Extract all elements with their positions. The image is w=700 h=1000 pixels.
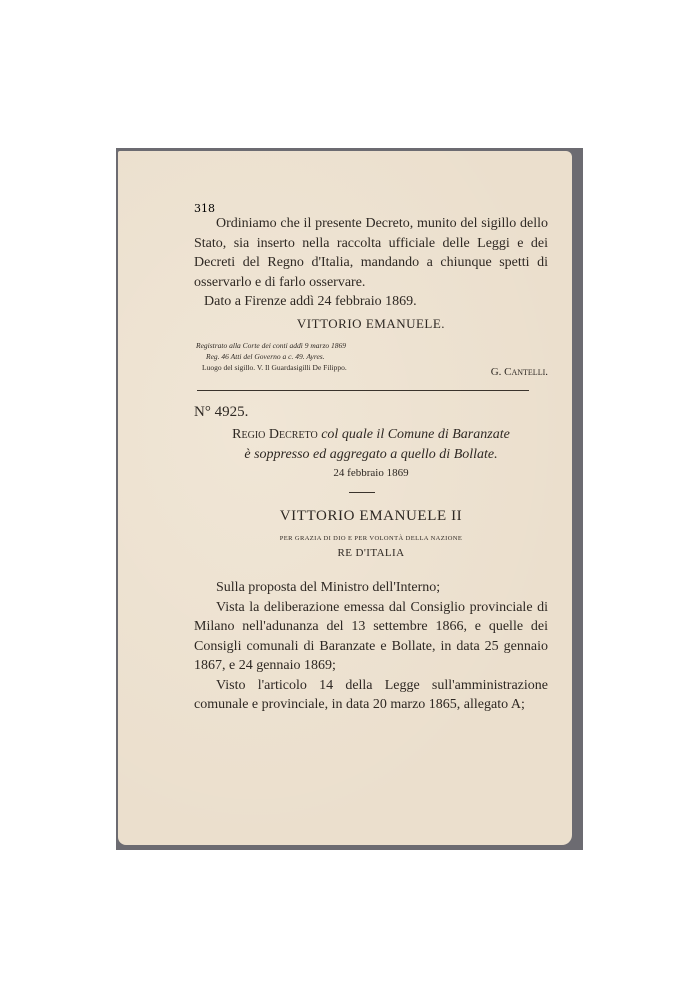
decree-title [194, 425, 548, 465]
decree-number: N° 4925. [194, 404, 249, 420]
preamble-paragraph: Visto l'articolo 14 della Legge sull'amministrazione comunale e provinciale, in data 20 marzo 1865, allegato A; [194, 677, 548, 712]
registration-line-3: Luogo del sigillo. V. Il Guardasigilli De Filippo. [202, 363, 347, 372]
decree-title-line1: col quale il Comune di Baranzate [321, 427, 510, 442]
registration-line-2: Reg. 46 Atti del Governo a c. 49. Ayres. [206, 352, 325, 361]
decree-title-line2: è soppresso ed aggregato a quello di Bollate. [244, 447, 498, 462]
decree-grace-formula: PER GRAZIA DI DIO E PER VOLONTÀ DELLA NAZIONE [279, 535, 463, 542]
dated-line: Dato a Firenze addì 24 febbraio 1869. [204, 294, 417, 309]
registration-line-1: Registrato alla Corte dei conti addì 9 marzo 1869 [196, 341, 346, 350]
decree-title-lead: Regio Decreto [232, 427, 318, 442]
short-rule [349, 492, 375, 493]
king-signature: VITTORIO EMANUELE. [296, 316, 446, 331]
preamble-paragraph: Sulla proposta del Ministro dell'Interno; [216, 580, 441, 595]
page-number: 318 [194, 202, 215, 215]
decree-king: VITTORIO EMANUELE II [279, 508, 463, 524]
decree-preamble [194, 578, 548, 715]
countersign: G. Cantelli. [490, 366, 548, 378]
preamble-paragraph: Vista la deliberazione emessa dal Consiglio provinciale di Milano nell'adunanza del 13 settembre 1866, e quelle dei Consigli comunali di Baranzate e Bollate, in data 25 gennaio 1867, e 24 gennaio 1869; [194, 599, 548, 673]
decree-realm: RE D'ITALIA [337, 547, 405, 559]
closing-paragraph: Ordiniamo che il presente Decreto, munito del sigillo dello Stato, sia inserto nella raccolta ufficiale delle Leggi e dei Decreti del Regno d'Italia, mandando a chiunque spetti di osservarlo e di farlo osservare. [194, 216, 548, 290]
registration-note [196, 340, 396, 374]
decree-date: 24 febbraio 1869 [333, 467, 409, 479]
section-divider [197, 390, 529, 391]
